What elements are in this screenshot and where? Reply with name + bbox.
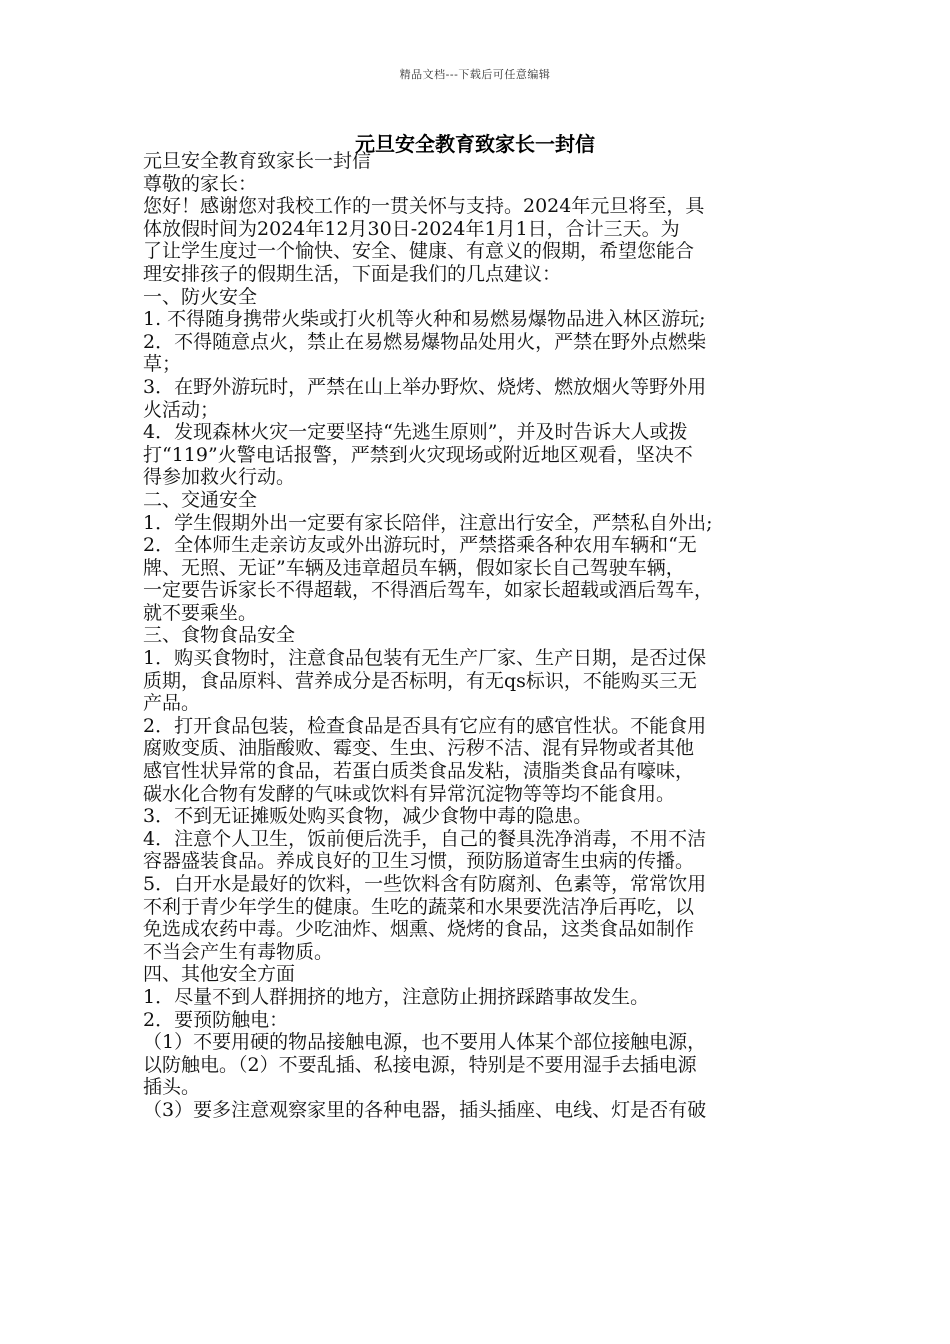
text-line: 碳水化合物有发酵的气味或饮料有异常沉淀物等等均不能食用。: [143, 782, 676, 805]
text-line: 2．不得随意点火，禁止在易燃易爆物品处用火，严禁在野外点燃柴: [143, 330, 707, 353]
text-line: 打“119”火警电话报警，严禁到火灾现场或附近地区观看，坚决不: [143, 443, 693, 466]
text-line: 容器盛装食品。养成良好的卫生习惯，预防肠道寄生虫病的传播。: [143, 850, 695, 873]
text-line: 2．打开食品包装，检查食品是否具有它应有的感官性状。不能食用: [143, 714, 707, 737]
text-line: （3）要多注意观察家里的各种电器，插头插座、电线、灯是否有破: [143, 1098, 707, 1121]
text-line: （1）不要用硬的物品接触电源，也不要用人体某个部位接触电源，: [143, 1031, 707, 1054]
text-line: 不当会产生有毒物质。: [143, 940, 334, 963]
text-line: 了让学生度过一个愉快、安全、健康、有意义的假期，希望您能合: [143, 240, 695, 263]
text-line: 草；: [143, 353, 182, 376]
text-line: 2．要预防触电：: [143, 1008, 289, 1031]
text-line: 2．全体师生走亲访友或外出游玩时，严禁搭乘各种农用车辆和“无: [143, 534, 697, 557]
text-line: 不利于青少年学生的健康。生吃的蔬菜和水果要洗洁净后再吃，以: [143, 895, 695, 918]
text-line: 3．不到无证摊贩处购买食物，减少食物中毒的隐患。: [143, 805, 593, 828]
text-line: 产品。: [143, 692, 201, 715]
text-line: 一定要告诉家长不得超载，不得酒后驾车，如家长超载或酒后驾车，: [143, 579, 714, 602]
section-heading: 四、其他安全方面: [143, 963, 296, 986]
text-line: 体放假时间为2024年12月30日-2024年1月1日，合计三天。为: [143, 217, 680, 240]
text-line: 理安排孩子的假期生活，下面是我们的几点建议：: [143, 262, 562, 285]
text-line: 感官性状异常的食品，若蛋白质类食品发粘，渍脂类食品有嚎味，: [143, 760, 695, 783]
text-line: 3．在野外游玩时，严禁在山上举办野炊、烧烤、燃放烟火等野外用: [143, 375, 707, 398]
text-line: 以防触电。（2）不要乱插、私接电源，特别是不要用湿手去插电源: [143, 1053, 697, 1076]
text-line: 1. 不得随身携带火柴或打火机等火种和易燃易爆物品进入林区游玩;: [143, 308, 706, 331]
section-heading: 三、食物食品安全: [143, 624, 296, 647]
text-line: 尊敬的家长：: [143, 172, 258, 195]
text-line: 5．白开水是最好的饮料，一些饮料含有防腐剂、色素等，常常饮用: [143, 873, 707, 895]
text-line: 得参加救火行动。: [143, 466, 296, 489]
text-line: 4．发现森林火灾一定要坚持“先逃生原则”，并及时告诉大人或拨: [143, 421, 688, 444]
header-note: 精品文档---下载后可任意编辑: [399, 68, 551, 81]
text-line: 1．学生假期外出一定要有家长陪伴，注意出行安全，严禁私自外出;: [143, 511, 713, 534]
text-line: 插头。: [143, 1076, 201, 1099]
text-line: 4．注意个人卫生，饭前便后洗手，自己的餐具洗净消毒，不用不洁: [143, 827, 707, 850]
text-line: 腐败变质、油脂酸败、霉变、生虫、污秽不洁、混有异物或者其他: [143, 737, 695, 760]
text-line: 您好！感谢您对我校工作的一贯关怀与支持。2024年元旦将至，具: [143, 195, 705, 218]
text-line: 1．购买食物时，注意食品包装有无生产厂家、生产日期，是否过保: [143, 647, 707, 670]
text-line: 1．尽量不到人群拥挤的地方，注意防止拥挤踩踏事故发生。: [143, 985, 650, 1008]
text-line: 质期，食品原料、营养成分是否标明，有无qs标识，不能购买三无: [143, 669, 697, 692]
text-line: 就不要乘坐。: [143, 601, 258, 624]
section-heading: 一、防火安全: [143, 285, 258, 308]
document-body: [143, 150, 807, 1122]
text-line: 元旦安全教育致家长一封信: [143, 150, 372, 172]
text-line: 牌、无照、无证”车辆及违章超员车辆，假如家长自己驾驶车辆，: [143, 556, 685, 579]
text-line: 火活动；: [143, 398, 220, 421]
section-heading: 二、交通安全: [143, 488, 258, 511]
document-title: 元旦安全教育致家长一封信: [355, 132, 595, 156]
text-line: 免选成农药中毒。少吃油炸、烟熏、烧烤的食品，这类食品如制作: [143, 918, 695, 941]
